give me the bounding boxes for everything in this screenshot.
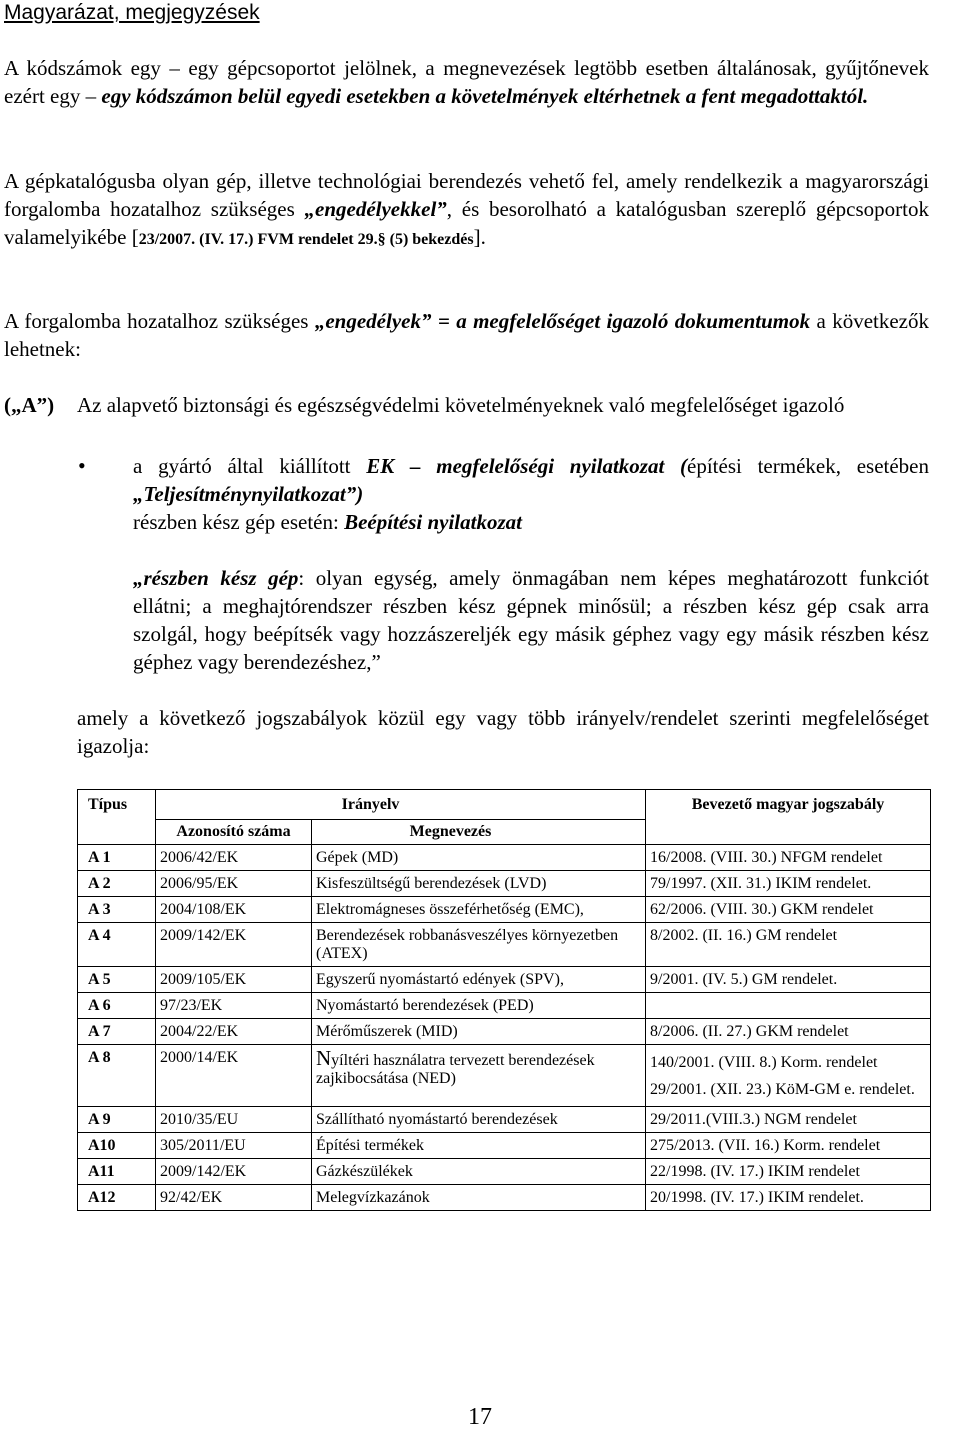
paragraph-codes-emphasis: egy kódszámon belül egyedi esetekben a követelmények eltérhetnek a fent megadottaktól.	[101, 84, 869, 108]
row-id: 2010/35/EU	[156, 1107, 312, 1133]
row-id: 305/2011/EU	[156, 1133, 312, 1159]
partly-completed-definition	[133, 564, 929, 676]
partly-completed-line	[133, 508, 522, 536]
bullet-manufacturer-declaration	[133, 452, 929, 508]
page-heading: Magyarázat, megjegyzések	[4, 1, 260, 24]
definition-term: „részben kész gép	[133, 566, 299, 590]
row-type: A 7	[78, 1019, 156, 1045]
catalogue-legal-reference: 23/2007. (IV. 17.) FVM rendelet 29.§ (5) bekezdés	[138, 231, 474, 248]
header-type: Típus	[78, 790, 156, 820]
row-name: Egyszerű nyomástartó edények (SPV),	[312, 967, 646, 993]
permits-text-a: A forgalomba hozatalhoz szükséges	[4, 309, 315, 333]
section-a-label: („A”)	[4, 393, 55, 417]
row-law	[646, 993, 931, 1019]
closing-paragraph: amely a következő jogszabályok közül egy vagy több irányelv/rendelet szerinti megfelelőséget igazolja:	[77, 706, 929, 758]
paragraph-catalogue	[4, 167, 929, 254]
table-row	[78, 1019, 931, 1045]
row-type: A10	[78, 1133, 156, 1159]
row-name: Berendezések robbanásveszélyes környezetben (ATEX)	[312, 923, 646, 967]
row-law: 62/2006. (VIII. 30.) GKM rendelet	[646, 897, 931, 923]
row-law-line: 140/2001. (VIII. 8.) Korm. rendelet	[650, 1054, 878, 1071]
row-name-rest: yíltéri használatra tervezett berendezések zajkibocsátása (NED)	[316, 1052, 595, 1087]
table-row	[78, 967, 931, 993]
table-row	[78, 871, 931, 897]
table-header-row	[78, 790, 931, 820]
row-type: A 8	[78, 1045, 156, 1107]
row-name: Szállítható nyomástartó berendezések	[312, 1107, 646, 1133]
row-type: A 9	[78, 1107, 156, 1133]
row-law: 16/2008. (VIII. 30.) NFGM rendelet	[646, 845, 931, 871]
row-name: Nyomástartó berendezések (PED)	[312, 993, 646, 1019]
row-type: A 3	[78, 897, 156, 923]
row-name: Gázkészülékek	[312, 1159, 646, 1185]
row-law: 9/2001. (IV. 5.) GM rendelet.	[646, 967, 931, 993]
row-type: A 4	[78, 923, 156, 967]
row-type: A 6	[78, 993, 156, 1019]
directives-table	[77, 789, 931, 1211]
row-type: A12	[78, 1185, 156, 1211]
table-row	[78, 1045, 931, 1107]
row-id: 2000/14/EK	[156, 1045, 312, 1107]
table-row	[78, 993, 931, 1019]
row-law	[646, 1045, 931, 1107]
header-directive: Irányelv	[341, 796, 400, 813]
row-type: A11	[78, 1159, 156, 1185]
table-row	[78, 1185, 931, 1211]
row-type: A 5	[78, 967, 156, 993]
row-name: Melegvízkazánok	[312, 1185, 646, 1211]
incorporation-declaration: Beépítési nyilatkozat	[344, 510, 522, 534]
table-row	[78, 1133, 931, 1159]
paragraph-permits	[4, 307, 929, 363]
paragraph-codes-text: A kódszámok egy – egy gépcsoportot jelölnek, a megnevezések legtöbb esetben általánosak, gyűjtőnevek ezért egy –	[4, 56, 929, 108]
catalogue-text-c: , és besorolható a katalógusban szereplő gépcsoportok valamelyikébe [	[4, 197, 929, 249]
row-name: Építési termékek	[312, 1133, 646, 1159]
row-name-initial: N	[316, 1046, 332, 1070]
header-name: Megnevezés	[312, 820, 646, 845]
row-id: 97/23/EK	[156, 993, 312, 1019]
row-name	[312, 1045, 646, 1107]
header-law: Bevezető magyar jogszabály	[646, 790, 931, 820]
row-type: A 2	[78, 871, 156, 897]
permits-text-c: a következők lehetnek:	[4, 309, 929, 361]
row-name: Mérőműszerek (MID)	[312, 1019, 646, 1045]
bullet-ek-declaration: EK – megfelelőségi nyilatkozat (	[366, 454, 688, 478]
row-id: 2004/22/EK	[156, 1019, 312, 1045]
table-subheader-row	[78, 820, 931, 845]
table-row	[78, 1107, 931, 1133]
row-id: 2006/42/EK	[156, 845, 312, 871]
row-id: 2009/142/EK	[156, 923, 312, 967]
partly-completed-text: részben kész gép esetén:	[133, 510, 345, 534]
row-law: 8/2002. (II. 16.) GM rendelet	[646, 923, 931, 967]
definition-text: : olyan egység, amely önmagában nem képes meghatározott funkciót ellátni; a meghajtórendszer részben kész gépnek minősül; a részben kész gép csak arra szolgál, hogy beépítsék vagy hozzászereljék egy másik géphez vagy egy másik részben kész géphez vagy berendezéshez,”	[133, 566, 929, 674]
table-row	[78, 923, 931, 967]
row-type: A 1	[78, 845, 156, 871]
header-id: Azonosító száma	[156, 820, 312, 845]
row-law: 20/1998. (IV. 17.) IKIM rendelet.	[646, 1185, 931, 1211]
bullet-performance-declaration: „Teljesítménynyilatkozat”)	[133, 482, 364, 506]
catalogue-text-a: A gépkatalógusba olyan gép, illetve technológiai berendezés vehető fel, amely rendelkezik a magyarországi forgalomba hozatalhoz szükséges	[4, 169, 929, 221]
bullet-text-a: a gyártó által kiállított	[133, 454, 367, 478]
catalogue-permits: „engedélyekkel”	[304, 197, 447, 221]
row-law: 79/1997. (XII. 31.) IKIM rendelet.	[646, 871, 931, 897]
table-row	[78, 897, 931, 923]
row-law: 22/1998. (IV. 17.) IKIM rendelet	[646, 1159, 931, 1185]
row-law: 29/2011.(VIII.3.) NGM rendelet	[646, 1107, 931, 1133]
bullet-text-c: építési termékek, esetében	[687, 454, 929, 478]
section-a-text: Az alapvető biztonsági és egészségvédelmi követelményeknek való megfelelőséget igazoló	[77, 393, 845, 417]
row-law: 8/2006. (II. 27.) GKM rendelet	[646, 1019, 931, 1045]
row-id: 2006/95/EK	[156, 871, 312, 897]
row-id: 92/42/EK	[156, 1185, 312, 1211]
page-number: 17	[468, 1404, 492, 1430]
row-id: 2009/142/EK	[156, 1159, 312, 1185]
table-row	[78, 1159, 931, 1185]
row-id: 2009/105/EK	[156, 967, 312, 993]
bullet-dot: •	[78, 453, 86, 478]
catalogue-text-e: ].	[473, 225, 486, 249]
permits-definition: „engedélyek” = a megfelelőséget igazoló dokumentumok	[314, 309, 811, 333]
paragraph-codes	[4, 54, 929, 110]
row-name: Kisfeszültségű berendezések (LVD)	[312, 871, 646, 897]
row-id: 2004/108/EK	[156, 897, 312, 923]
row-law-line: 29/2001. (XII. 23.) KöM-GM e. rendelet.	[650, 1081, 915, 1098]
table-row	[78, 845, 931, 871]
row-law: 275/2013. (VII. 16.) Korm. rendelet	[646, 1133, 931, 1159]
row-name: Gépek (MD)	[312, 845, 646, 871]
row-name: Elektromágneses összeférhetőség (EMC),	[312, 897, 646, 923]
